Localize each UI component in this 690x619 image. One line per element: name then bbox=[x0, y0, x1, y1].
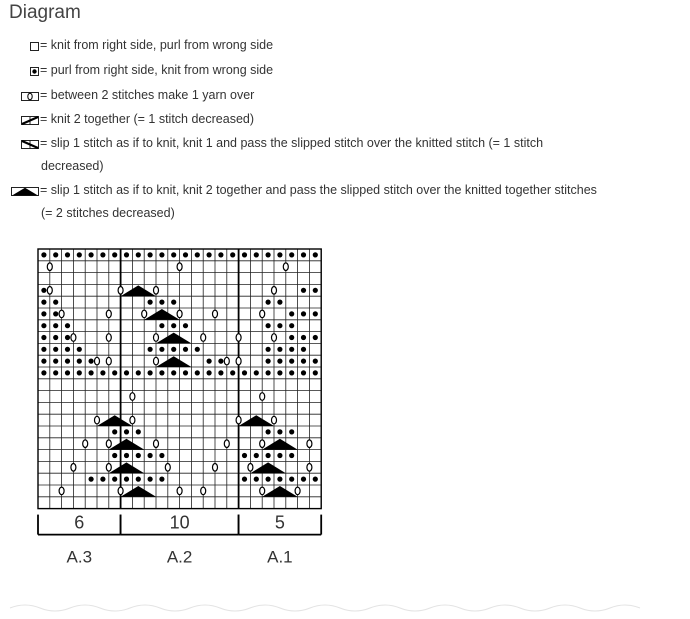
purl-stitch bbox=[148, 300, 153, 305]
purl-stitch bbox=[65, 347, 70, 352]
purl-stitch bbox=[171, 252, 176, 257]
yarn-over bbox=[213, 310, 218, 318]
purl-stitch bbox=[277, 300, 282, 305]
yarn-over bbox=[260, 487, 265, 495]
yarn-over bbox=[130, 393, 135, 401]
purl-stitch bbox=[313, 288, 318, 293]
purl-stitch bbox=[41, 370, 46, 375]
purl-stitch bbox=[100, 477, 105, 482]
purl-stitch bbox=[124, 429, 129, 434]
yarn-over bbox=[59, 487, 64, 495]
yarn-over bbox=[236, 357, 241, 365]
yarn-over bbox=[248, 464, 253, 472]
legend-continuation: decreased) bbox=[41, 159, 104, 173]
purl-stitch bbox=[289, 311, 294, 316]
yarn-over bbox=[224, 440, 229, 448]
purl-stitch bbox=[277, 359, 282, 364]
purl-stitch bbox=[289, 323, 294, 328]
purl-stitch bbox=[53, 300, 58, 305]
purl-stitch bbox=[171, 323, 176, 328]
purl-stitch bbox=[266, 429, 271, 434]
yarn-over bbox=[201, 334, 206, 342]
purl-stitch bbox=[159, 347, 164, 352]
purl-stitch bbox=[159, 477, 164, 482]
purl-stitch bbox=[112, 453, 117, 458]
purl-stitch bbox=[41, 347, 46, 352]
purl-stitch bbox=[53, 323, 58, 328]
purl-stitch bbox=[313, 335, 318, 340]
purl-stitch bbox=[301, 477, 306, 482]
purl-stitch bbox=[53, 335, 58, 340]
yarn-over bbox=[307, 440, 312, 448]
purl-stitch bbox=[313, 359, 318, 364]
purl-stitch bbox=[41, 288, 46, 293]
purl-stitch bbox=[195, 370, 200, 375]
purl-stitch bbox=[41, 252, 46, 257]
purl-stitch bbox=[171, 370, 176, 375]
purl-stitch bbox=[77, 359, 82, 364]
purl-stitch bbox=[65, 359, 70, 364]
purl-stitch bbox=[254, 252, 259, 257]
purl-stitch bbox=[207, 370, 212, 375]
purl-stitch bbox=[230, 252, 235, 257]
purl-stitch bbox=[65, 370, 70, 375]
purl-stitch bbox=[124, 477, 129, 482]
purl-stitch bbox=[171, 347, 176, 352]
purl-stitch bbox=[277, 429, 282, 434]
purl-stitch bbox=[254, 477, 259, 482]
purl-stitch bbox=[41, 323, 46, 328]
purl-stitch bbox=[207, 252, 212, 257]
purl-stitch bbox=[148, 347, 153, 352]
yarn-over bbox=[272, 334, 277, 342]
purl-stitch bbox=[41, 300, 46, 305]
purl-stitch bbox=[159, 453, 164, 458]
yarn-over bbox=[130, 416, 135, 424]
purl-stitch bbox=[313, 311, 318, 316]
yarn-over bbox=[142, 310, 147, 318]
yarn-over bbox=[106, 357, 111, 365]
purl-stitch bbox=[289, 477, 294, 482]
purl-stitch bbox=[124, 370, 129, 375]
purl-stitch bbox=[289, 335, 294, 340]
purl-stitch bbox=[41, 311, 46, 316]
purl-stitch bbox=[53, 347, 58, 352]
bracket-count-label: 6 bbox=[74, 512, 85, 533]
purl-stitch bbox=[266, 347, 271, 352]
purl-stitch bbox=[277, 370, 282, 375]
purl-stitch bbox=[53, 359, 58, 364]
purl-stitch bbox=[148, 453, 153, 458]
yarn-over bbox=[118, 287, 123, 295]
yarn-over bbox=[154, 440, 159, 448]
yarn-over bbox=[260, 440, 265, 448]
purl-stitch bbox=[218, 252, 223, 257]
purl-stitch bbox=[242, 453, 247, 458]
purl-stitch bbox=[100, 370, 105, 375]
purl-stitch bbox=[171, 300, 176, 305]
purl-stitch bbox=[77, 370, 82, 375]
purl-stitch bbox=[218, 359, 223, 364]
purl-stitch bbox=[183, 323, 188, 328]
purl-stitch bbox=[148, 477, 153, 482]
purl-stitch bbox=[183, 252, 188, 257]
purl-stitch bbox=[136, 429, 141, 434]
yarn-over bbox=[154, 357, 159, 365]
yarn-over bbox=[201, 487, 206, 495]
purl-stitch bbox=[277, 323, 282, 328]
yarn-over bbox=[272, 287, 277, 295]
purl-stitch bbox=[289, 453, 294, 458]
yarn-over bbox=[47, 287, 52, 295]
purl-stitch bbox=[301, 252, 306, 257]
purl-stitch bbox=[266, 252, 271, 257]
purl-stitch bbox=[207, 359, 212, 364]
yarn-over bbox=[272, 416, 277, 424]
purl-stitch bbox=[53, 370, 58, 375]
purl-stitch bbox=[277, 477, 282, 482]
purl-stitch bbox=[242, 477, 247, 482]
purl-stitch bbox=[89, 252, 94, 257]
purl-stitch bbox=[301, 347, 306, 352]
yarn-over bbox=[154, 334, 159, 342]
purl-stitch bbox=[289, 429, 294, 434]
purl-stitch bbox=[77, 252, 82, 257]
yarn-over bbox=[295, 487, 300, 495]
legend-text: = between 2 stitches make 1 yarn over bbox=[40, 88, 255, 102]
yarn-over bbox=[236, 334, 241, 342]
purl-stitch bbox=[301, 370, 306, 375]
yarn-over bbox=[213, 464, 218, 472]
purl-stitch bbox=[77, 347, 82, 352]
purl-stitch bbox=[254, 370, 259, 375]
yarn-over bbox=[59, 310, 64, 318]
yarn-over bbox=[95, 416, 100, 424]
purl-stitch bbox=[112, 477, 117, 482]
purl-stitch bbox=[266, 323, 271, 328]
yarn-over bbox=[106, 464, 111, 472]
purl-stitch bbox=[112, 252, 117, 257]
purl-stitch bbox=[289, 370, 294, 375]
yarn-over bbox=[165, 464, 170, 472]
yarn-over bbox=[154, 287, 159, 295]
purl-stitch bbox=[242, 252, 247, 257]
yarn-over bbox=[224, 357, 229, 365]
purl-stitch bbox=[136, 453, 141, 458]
purl-stitch bbox=[124, 453, 129, 458]
purl-stitch bbox=[41, 335, 46, 340]
yarn-over bbox=[95, 357, 100, 365]
purl-stitch bbox=[218, 370, 223, 375]
purl-stitch bbox=[136, 477, 141, 482]
purl-stitch bbox=[195, 347, 200, 352]
purl-stitch bbox=[313, 252, 318, 257]
bracket-count-label: 5 bbox=[274, 512, 285, 533]
purl-stitch bbox=[313, 477, 318, 482]
purl-stitch bbox=[53, 252, 58, 257]
purl-stitch bbox=[289, 359, 294, 364]
yarn-over bbox=[71, 464, 76, 472]
purl-stitch bbox=[301, 335, 306, 340]
section-label: A.1 bbox=[267, 547, 293, 567]
purl-stitch bbox=[100, 252, 105, 257]
purl-stitch bbox=[159, 252, 164, 257]
purl-stitch bbox=[195, 252, 200, 257]
purl-stitch bbox=[266, 370, 271, 375]
yarn-over bbox=[236, 416, 241, 424]
purl-stitch bbox=[313, 370, 318, 375]
purl-stitch bbox=[183, 347, 188, 352]
page-title: Diagram bbox=[9, 2, 81, 23]
legend-text: = slip 1 stitch as if to knit, knit 2 together and pass the slipped stitch over the knitted together stitches bbox=[40, 183, 597, 197]
purl-stitch bbox=[124, 252, 129, 257]
purl-stitch bbox=[289, 347, 294, 352]
legend-text: = purl from right side, knit from wrong side bbox=[40, 63, 274, 77]
purl-stitch bbox=[159, 300, 164, 305]
purl-stitch bbox=[89, 359, 94, 364]
purl-stitch bbox=[65, 323, 70, 328]
purl-stitch bbox=[301, 288, 306, 293]
yarn-over bbox=[177, 310, 182, 318]
purl-stitch bbox=[183, 370, 188, 375]
purl-stitch bbox=[266, 477, 271, 482]
yarn-over bbox=[307, 464, 312, 472]
purl-stitch bbox=[266, 453, 271, 458]
purl-stitch bbox=[89, 477, 94, 482]
legend-text: = slip 1 stitch as if to knit, knit 1 and pass the slipped stitch over the knitted stitch (= 1 stitch bbox=[40, 136, 544, 150]
purl-stitch bbox=[65, 252, 70, 257]
legend-continuation: (= 2 stitches decreased) bbox=[41, 206, 175, 220]
legend-text: = knit from right side, purl from wrong side bbox=[40, 38, 274, 52]
yarn-over bbox=[47, 263, 52, 271]
purl-stitch bbox=[159, 323, 164, 328]
purl-stitch bbox=[148, 252, 153, 257]
section-label: A.2 bbox=[166, 547, 193, 567]
purl-stitch bbox=[230, 370, 235, 375]
purl-stitch bbox=[136, 370, 141, 375]
yarn-over bbox=[106, 310, 111, 318]
purl-stitch bbox=[136, 252, 141, 257]
purl-stitch bbox=[65, 335, 70, 340]
yarn-over bbox=[260, 310, 265, 318]
purl-stitch bbox=[254, 453, 259, 458]
purl-stitch bbox=[266, 300, 271, 305]
yarn-over bbox=[106, 440, 111, 448]
yarn-over bbox=[118, 487, 123, 495]
yarn-over bbox=[83, 440, 88, 448]
purl-stitch bbox=[266, 359, 271, 364]
purl-stitch bbox=[41, 359, 46, 364]
section-label: A.3 bbox=[66, 547, 93, 567]
purl-stitch bbox=[159, 370, 164, 375]
purl-stitch bbox=[242, 370, 247, 375]
purl-stitch bbox=[112, 370, 117, 375]
purl-stitch bbox=[301, 359, 306, 364]
page-divider bbox=[0, 600, 690, 614]
purl-stitch bbox=[148, 370, 153, 375]
legend-text: = knit 2 together (= 1 stitch decreased) bbox=[40, 112, 255, 126]
yarn-over bbox=[177, 263, 182, 271]
yarn-over bbox=[71, 334, 76, 342]
purl-stitch bbox=[89, 370, 94, 375]
purl-stitch bbox=[277, 347, 282, 352]
purl-stitch bbox=[277, 252, 282, 257]
purl-stitch bbox=[53, 311, 58, 316]
yarn-over bbox=[260, 393, 265, 401]
purl-stitch bbox=[112, 429, 117, 434]
purl-stitch bbox=[277, 453, 282, 458]
yarn-over bbox=[177, 487, 182, 495]
bracket-count-label: 10 bbox=[169, 512, 190, 533]
yarn-over bbox=[283, 263, 288, 271]
purl-stitch bbox=[301, 311, 306, 316]
purl-stitch bbox=[289, 252, 294, 257]
yarn-over bbox=[106, 334, 111, 342]
